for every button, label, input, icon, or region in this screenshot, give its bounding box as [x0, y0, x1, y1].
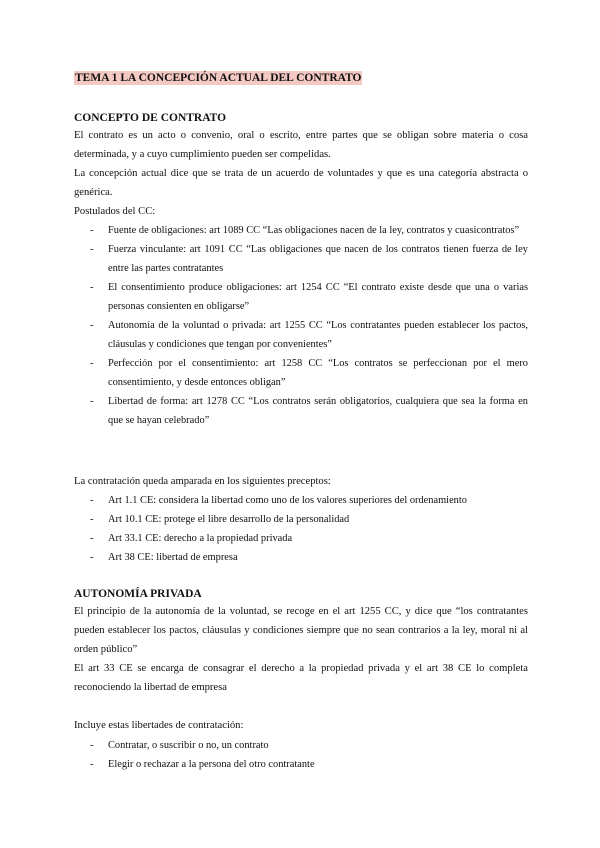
preceptos-label: La contratación queda amparada en los siguientes preceptos:: [74, 476, 331, 487]
section-heading-concepto: CONCEPTO DE CONTRATO: [74, 112, 227, 124]
dash-bullet: -: [90, 244, 94, 255]
dash-bullet: -: [90, 225, 94, 236]
list-item: - Perfección por el consentimiento: art 1258 CC “Los contratos se perfeccionan por el mero consentimiento, y desde entonces obligan”: [74, 354, 528, 392]
dash-bullet: -: [90, 759, 94, 770]
list-item: - Contratar, o suscribir o no, un contrato: [74, 736, 528, 755]
dash-bullet: -: [90, 358, 94, 369]
dash-bullet: -: [90, 552, 94, 563]
paragraph-propiedad: El art 33 CE se encarga de consagrar el derecho a la propiedad privada y el art 38 CE lo completa reconociendo la libertad de empresa: [74, 663, 528, 693]
paragraph-concepcion: La concepción actual dice que se trata de un acuerdo de voluntades y que es una categoría abstracta o genérica.: [74, 168, 528, 198]
dash-bullet: -: [90, 495, 94, 506]
list-item: - Autonomía de la voluntad o privada: art 1255 CC “Los contratantes pueden establecer los pactos, cláusulas y condiciones que tengan por convenientes”: [74, 316, 528, 354]
dash-bullet: -: [90, 740, 94, 751]
dash-bullet: -: [90, 282, 94, 293]
dash-bullet: -: [90, 514, 94, 525]
list-item: - Fuente de obligaciones: art 1089 CC “Las obligaciones nacen de la ley, contratos y cuasicontratos”: [74, 221, 528, 240]
dash-bullet: -: [90, 396, 94, 407]
list-item: - Fuerza vinculante: art 1091 CC “Las obligaciones que nacen de los contratos tienen fuerza de ley entre las partes contratantes: [74, 240, 528, 278]
list-item: - Art 10.1 CE: protege el libre desarrollo de la personalidad: [74, 510, 528, 529]
list-item: - Libertad de forma: art 1278 CC “Los contratos serán obligatorios, cualquiera que sea la forma en que se hayan celebrado”: [74, 392, 528, 430]
paragraph-definicion: El contrato es un acto o convenio, oral o escrito, entre partes que se obligan sobre materia o cosa determinada, y a cuyo cumplimiento pueden ser compelidas.: [74, 130, 528, 160]
section-heading-autonomia: AUTONOMÍA PRIVADA: [74, 588, 202, 600]
postulados-label: Postulados del CC:: [74, 206, 156, 217]
libertades-list: [74, 736, 528, 774]
list-item: - El consentimiento produce obligaciones: art 1254 CC “El contrato existe desde que una o varias personas consienten en obligarse”: [74, 278, 528, 316]
list-item: - Art 1.1 CE: considera la libertad como uno de los valores superiores del ordenamiento: [74, 491, 528, 510]
dash-bullet: -: [90, 533, 94, 544]
list-item: - Elegir o rechazar a la persona del otro contratante: [74, 755, 528, 774]
preceptos-list: [74, 491, 528, 567]
libertades-label: Incluye estas libertades de contratación:: [74, 720, 244, 731]
paragraph-autonomia: El principio de la autonomía de la voluntad, se recoge en el art 1255 CC, y dice que “los contratantes pueden establecer los pactos, cláusulas y condiciones siempre que no sean contrarios a la ley, moral ni al orden público”: [74, 606, 528, 655]
list-item: - Art 38 CE: libertad de empresa: [74, 548, 528, 567]
dash-bullet: -: [90, 320, 94, 331]
page-title: TEMA 1 LA CONCEPCIÓN ACTUAL DEL CONTRATO: [75, 72, 362, 84]
postulados-list: [74, 221, 528, 430]
list-item: - Art 33.1 CE: derecho a la propiedad privada: [74, 529, 528, 548]
